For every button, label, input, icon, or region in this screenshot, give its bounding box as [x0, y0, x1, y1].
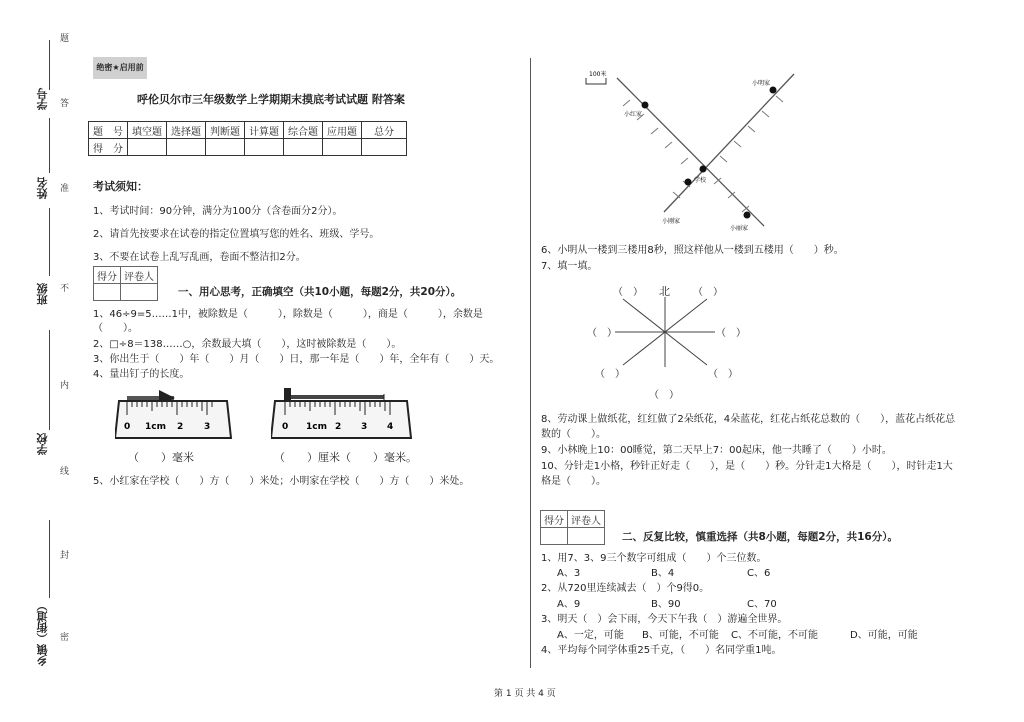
question-9: 9、小林晚上10：00睡觉，第二天早上7：00起床，他一共睡了（ ）小时。: [541, 445, 892, 456]
question-7: 7、填一填。: [541, 261, 598, 272]
margin-fill-line: [49, 520, 50, 598]
score-header: 题 号: [89, 122, 128, 139]
location-marker: [642, 102, 649, 109]
seal-char: 不: [58, 283, 68, 292]
s2-question-2: 2、从720里连续减去（ ）个9得0。: [541, 583, 710, 594]
grader-reviewer-label: 评卷人: [568, 511, 605, 528]
score-cell[interactable]: [245, 139, 284, 156]
compass-blank[interactable]: （ ）: [613, 287, 643, 298]
s2-question-1: 1、用7、3、9三个数字可组成（ ）个三位数。: [541, 553, 767, 564]
ruler-tick-label: 1cm: [145, 422, 166, 432]
question-10: 10、分针走1小格，秒针正好走（ ），是（ ）秒。分针走1大格是（ ），时针走1大: [541, 461, 953, 472]
score-header: 填空题: [128, 122, 167, 139]
question-1-cont: （ ）。: [93, 323, 138, 334]
ruler-tick-label: 3: [361, 422, 368, 432]
compass-blank[interactable]: （ ）: [587, 328, 617, 339]
seal-char: 准: [58, 183, 68, 192]
notice-item: 3、不要在试卷上乱写乱画，卷面不整洁扣2分。: [93, 252, 306, 263]
grader-box: [93, 266, 158, 301]
margin-label-class: 班级: [36, 283, 49, 305]
seal-char: 封: [58, 550, 68, 559]
page-title: 呼伦贝尔市三年级数学上学期期末摸底考试试题 附答案: [137, 93, 405, 106]
s2-question-3: 3、明天（ ）会下雨，今天下午我（ ）游遍全世界。: [541, 614, 788, 625]
grader-reviewer-cell[interactable]: [121, 284, 158, 301]
scale-label: 100米: [589, 71, 607, 78]
section2-title: 二、反复比较，慎重选择（共8小题，每题2分，共16分）。: [622, 531, 898, 543]
s2-option[interactable]: B、可能，不可能: [642, 630, 719, 641]
grader-score-label: 得分: [94, 267, 121, 284]
ruler-tick-label: 2: [335, 422, 342, 432]
margin-label-school: 学校: [36, 433, 49, 455]
location-marker: [685, 179, 692, 186]
grader-score-cell[interactable]: [541, 528, 568, 545]
notice-title: 考试须知：: [93, 180, 148, 193]
ruler-1-answer: （ ）毫米: [128, 451, 194, 464]
s2-option[interactable]: C、70: [747, 599, 777, 610]
s2-option[interactable]: A、9: [557, 599, 581, 610]
ruler-tick-label: 0: [124, 422, 131, 432]
question-1: 1、46÷9=5……1中，被除数是（ ），除数是（ ），商是（ ），余数是: [93, 309, 483, 320]
seal-char: 密: [58, 632, 68, 641]
map-label: 小明家: [752, 80, 771, 87]
score-header: 判断题: [206, 122, 245, 139]
map-label: 小刚家: [662, 218, 681, 225]
score-header: 综合题: [284, 122, 323, 139]
score-cell[interactable]: [128, 139, 167, 156]
scale-bar: [586, 78, 606, 84]
ruler-tick-label: 1cm: [306, 422, 327, 432]
compass-blank[interactable]: （ ）: [595, 369, 625, 380]
score-cell[interactable]: [362, 139, 407, 156]
score-cell[interactable]: [206, 139, 245, 156]
question-8: 8、劳动课上做纸花，红红做了2朵纸花，4朵蓝花，红花占纸花总数的（ ），蓝花占纸花总: [541, 414, 956, 425]
margin-fill-line: [49, 330, 50, 430]
score-header: 应用题: [323, 122, 362, 139]
s2-option[interactable]: B、4: [651, 568, 675, 579]
score-header: 计算题: [245, 122, 284, 139]
location-marker: [700, 166, 707, 173]
compass-blank[interactable]: （ ）: [649, 390, 679, 401]
question-2: 2、□÷8＝138……○，余数最大填（ ），这时被除数是（ ）。: [93, 339, 402, 350]
score-cell[interactable]: [323, 139, 362, 156]
grader-reviewer-label: 评卷人: [121, 267, 158, 284]
margin-label-student-id: 学号: [36, 88, 49, 110]
notice-item: 1、考试时间：90分钟，满分为100分（含卷面分2分）。: [93, 206, 343, 217]
seal-char: 答: [58, 98, 68, 107]
margin-fill-line: [49, 118, 50, 173]
map-label: 小丽家: [730, 225, 749, 232]
s2-option[interactable]: A、一定，可能: [557, 630, 624, 641]
s2-option[interactable]: C、6: [747, 568, 771, 579]
ruler-tick-label: 2: [177, 422, 184, 432]
margin-fill-line: [49, 40, 50, 90]
score-cell[interactable]: [167, 139, 206, 156]
question-8-cont: 数的（ ）。: [541, 429, 606, 440]
compass-blank[interactable]: （ ）: [693, 287, 723, 298]
s2-question-4: 4、平均每个同学体重25千克，（ ）名同学重1吨。: [541, 645, 782, 656]
ruler-2-answer: （ ）厘米（ ）毫米。: [274, 451, 417, 464]
compass-blank[interactable]: （ ）: [708, 369, 738, 380]
question-5: 5、小红家在学校（ ）方（ ）米处；小明家在学校（ ）方（ ）米处。: [93, 476, 470, 487]
map-label: 小红家: [624, 111, 643, 118]
seal-char: 内: [58, 380, 68, 389]
grader-score-cell[interactable]: [94, 284, 121, 301]
seal-char: 题: [58, 33, 68, 42]
seal-char: 线: [58, 466, 68, 475]
margin-label-town: 乡镇（街道）: [36, 600, 49, 666]
column-divider: [530, 58, 531, 668]
question-6: 6、小明从一楼到三楼用8秒，照这样他从一楼到五楼用（ ）秒。: [541, 245, 844, 256]
confidential-badge: 绝密★启用前: [93, 57, 147, 79]
margin-fill-line: [49, 208, 50, 276]
question-4: 4、量出钉子的长度。: [93, 369, 190, 380]
ruler-tick-label: 0: [282, 422, 289, 432]
notice-item: 2、请首先按要求在试卷的指定位置填写您的姓名、班级、学号。: [93, 229, 380, 240]
score-table: [88, 121, 407, 156]
grader-box: [540, 510, 605, 545]
grader-score-label: 得分: [541, 511, 568, 528]
question-10-cont: 格是（ ）。: [541, 476, 606, 487]
s2-option[interactable]: C、不可能，不可能: [731, 630, 818, 641]
map-label: 学校: [694, 177, 707, 184]
ruler-tick-label: 3: [204, 422, 211, 432]
s2-option[interactable]: D、可能，可能: [850, 630, 918, 641]
compass-north: 北: [659, 285, 670, 298]
section1-title: 一、用心思考，正确填空（共10小题，每题2分，共20分）。: [178, 286, 462, 298]
score-cell[interactable]: [284, 139, 323, 156]
ruler-1: [115, 385, 233, 443]
grader-reviewer-cell[interactable]: [568, 528, 605, 545]
ruler-2: [271, 385, 413, 443]
map-diagram: [580, 62, 805, 237]
ruler-tick-label: 4: [387, 422, 394, 432]
margin-label-name: 姓名: [36, 177, 49, 199]
location-marker: [744, 212, 751, 219]
page-footer: 第 1 页 共 4 页: [494, 689, 556, 699]
compass-diagram: [615, 297, 715, 369]
s2-option[interactable]: A、3: [557, 568, 581, 579]
question-3: 3、你出生于（ ）年（ ）月（ ）日，那一年是（ ）年，全年有（ ）天。: [93, 354, 500, 365]
score-header: 总分: [362, 122, 407, 139]
score-header: 选择题: [167, 122, 206, 139]
s2-option[interactable]: B、90: [651, 599, 681, 610]
score-row-label: 得 分: [89, 139, 128, 156]
compass-blank[interactable]: （ ）: [716, 328, 746, 339]
location-marker: [770, 87, 777, 94]
